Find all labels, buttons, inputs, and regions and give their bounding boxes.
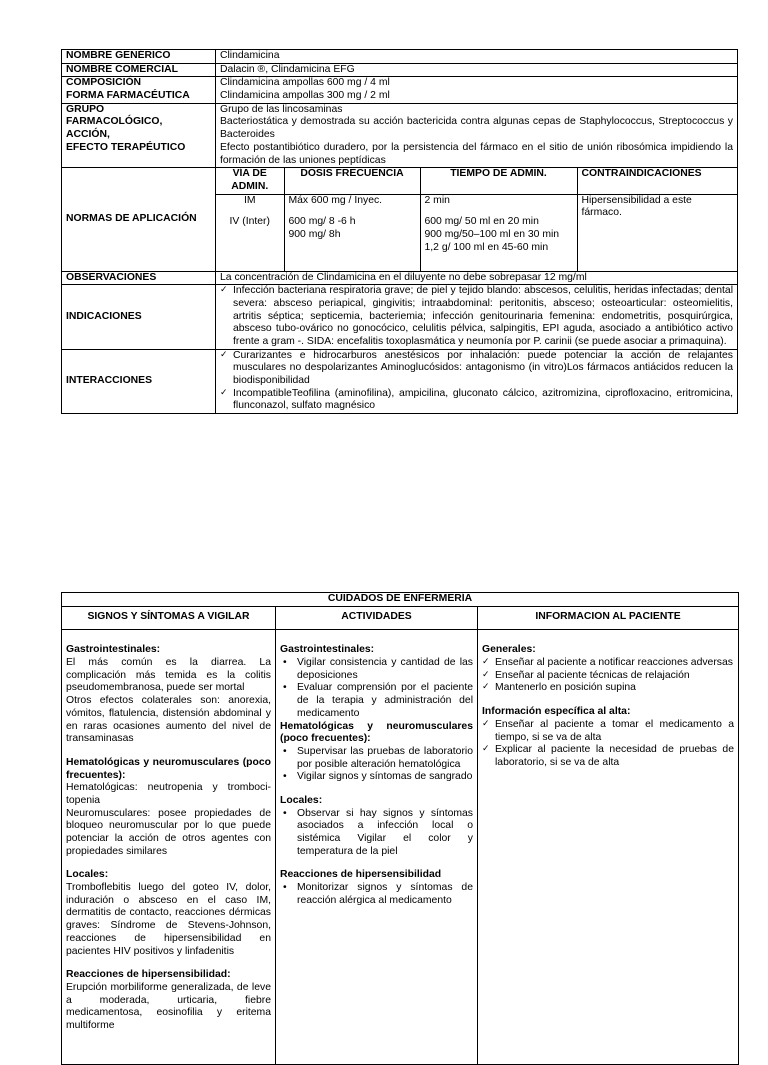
section-title: Locales: — [280, 794, 323, 806]
informacion-list — [482, 657, 734, 695]
tiempo-im: 2 min — [424, 194, 450, 206]
value-nombre-comercial: Dalacin ®, Clindamicina EFG — [216, 63, 738, 77]
row-grupo — [62, 103, 738, 167]
section-text: Hematológicas: neutropenia y tromboci-topenia — [66, 782, 271, 806]
informacion-section-alta — [482, 706, 734, 769]
header-contra: CONTRAINDICACIONES — [577, 168, 738, 194]
normas-subtable — [216, 168, 738, 270]
value-composicion — [216, 77, 738, 103]
signos-section-locales — [66, 869, 271, 958]
row-indicaciones — [62, 285, 738, 349]
label-composicion-text: COMPOSICIÓN — [66, 77, 142, 89]
section-title: Reacciones de hipersensibilidad — [280, 869, 442, 881]
value-grupo — [216, 103, 738, 167]
tiempo-iv-3: 1,2 g/ 100 ml en 45-60 min — [424, 241, 549, 253]
row-observaciones — [62, 271, 738, 285]
label-nombre-generico: NOMBRE GENÉRICO — [62, 50, 216, 64]
section-title: Locales: — [66, 869, 109, 881]
section-title: Información específica al alta: — [482, 706, 631, 718]
actividad-item: • Evaluar comprensión por el paciente de la terapia y administración del medicamento — [280, 682, 473, 720]
signos-section-gastro — [66, 644, 271, 746]
label-nombre-comercial: NOMBRE COMERCIAL — [62, 63, 216, 77]
care-title: CUIDADOS DE ENFERMERÍA — [62, 593, 739, 607]
section-title: Generales: — [482, 644, 536, 656]
signos-column — [62, 630, 276, 1065]
label-observaciones: OBSERVACIONES — [62, 271, 216, 285]
value-composicion-text: Clindamicina ampollas 600 mg / 4 ml — [220, 77, 390, 89]
normas-cell — [216, 168, 738, 271]
actividades-list — [280, 882, 473, 907]
label-composicion — [62, 77, 216, 103]
value-observaciones: La concentración de Clindamicina en el diluyente no debe sobrepasar 12 mg/ml — [216, 271, 738, 285]
indicacion-item: ✓ Infección bacteriana respiratoria grave; de piel y tejido blando: abscesos, celulitis, heridas infectadas; dental severa: absceso periapical, gingivitis; intraabdominal: peritonitis, absceso; osteoarticular: osteomielitis, artritis séptica; septicemia, bacteriemia; infección genitourinaria femenina: endometritis, posquirúrgica, absceso tubo-ovárico no gonocócico, celulitis pélvica, salpingitis, EPI aguda, asociado a antibiótico activo frente a gram -. SIDA: encefalitis toxoplasmática y neumonía por P. carinii (se puede asociar a primaquina). — [220, 285, 733, 348]
section-title: Gastrointestinales: — [280, 644, 375, 656]
row-composicion — [62, 77, 738, 103]
tiempo-iv-2: 900 mg/50–100 ml en 30 min — [424, 228, 560, 240]
dosis-im: Máx 600 mg / Inyec. — [288, 194, 383, 206]
via-cell — [216, 194, 284, 271]
value-indicaciones — [216, 285, 738, 349]
grupo-line: Grupo de las lincosaminas — [220, 103, 343, 115]
section-text: El más común es la diarrea. La complicación más temida es la colitis pseudomembranosa, puede ser mortal — [66, 657, 271, 694]
informacion-item: ✓ Mantenerlo en posición supina — [482, 682, 734, 695]
section-title: Reacciones de hipersensibilidad: — [66, 969, 231, 981]
normas-header-row — [216, 168, 738, 194]
indicaciones-list — [220, 285, 733, 348]
value-forma-text: Clindamicina ampollas 300 mg / 2 ml — [220, 90, 390, 102]
section-title: Hematológicas y neuromusculares (poco frecuentes): — [66, 756, 271, 781]
actividad-item: • Observar si hay signos y síntomas asociados a infección local o sistémica Vigilar el color y temperatura de la piel — [280, 808, 473, 859]
dosis-cell — [284, 194, 420, 271]
actividad-item: • Vigilar consistencia y cantidad de las deposiciones — [280, 657, 473, 682]
header-dosis: DOSIS FRECUENCIA — [284, 168, 420, 194]
informacion-item: ✓ Enseñar al paciente a tomar el medicamento a tiempo, si se va de alta — [482, 719, 734, 744]
normas-body-row — [216, 194, 738, 271]
label-interacciones: INTERACCIONES — [62, 349, 216, 413]
actividad-item: • Vigilar signos y síntomas de sangrado — [280, 771, 473, 784]
actividades-section-locales — [280, 795, 473, 858]
via-im: IM — [243, 194, 256, 206]
informacion-item: ✓ Explicar al paciente la necesidad de pruebas de laboratorio, si se va de alta — [482, 744, 734, 769]
grupo-line: Bacteriostática y demostrada su acción bactericida contra algunas cepas de Staphylococcus, Streptococcus y Bacteroides — [220, 116, 733, 141]
actividades-section-gastro — [280, 644, 473, 720]
signos-section-hemato — [66, 757, 271, 859]
row-interacciones — [62, 349, 738, 413]
care-body-row — [62, 630, 739, 1065]
via-iv: IV (Inter) — [229, 216, 270, 228]
section-text: Erupción morbiliforme generalizada, de leve a moderada, urticaria, fiebre medicamentosa, eosinofilia y eritema multiforme — [66, 981, 271, 1031]
care-header-row — [62, 606, 739, 630]
tiempo-cell — [420, 194, 577, 271]
actividades-section-hiper — [280, 869, 473, 907]
section-title: Gastrointestinales: — [66, 644, 161, 656]
header-informacion: INFORMACION AL PACIENTE — [478, 606, 739, 630]
value-nombre-generico: Clindamicina — [216, 50, 738, 64]
actividades-list — [280, 808, 473, 859]
dosis-iv-2: 900 mg/ 8h — [288, 228, 341, 240]
header-actividades: ACTIVIDADES — [276, 606, 478, 630]
section-text: Tromboflebitis luego del goteo IV, dolor, induración o absceso en el caso IM, dermatitis de contacto, reacciones dérmicas graves: Síndrome de Stevens-Johnson, reacciones de hipersensibilidad en pacientes HIV positivos y linfadenitis — [66, 882, 271, 957]
informacion-item: ✓ Enseñar al paciente técnicas de relajación — [482, 670, 734, 683]
interacciones-list — [220, 350, 733, 413]
drug-info-table — [61, 49, 738, 414]
header-tiempo: TIEMPO DE ADMIN. — [420, 168, 577, 194]
informacion-column — [478, 630, 739, 1065]
informacion-section-generales — [482, 644, 734, 695]
grupo-line: Efecto postantibiótico duradero, por la persistencia del fármaco en el sitio de unión ribosómica impidiendo la formación de las uniones peptídicas — [220, 141, 733, 166]
label-grupo-line: ACCIÓN, — [66, 129, 110, 141]
label-grupo-line: GRUPO — [66, 103, 105, 115]
actividades-list — [280, 657, 473, 720]
nursing-care-table — [61, 592, 739, 1065]
actividad-item: • Monitorizar signos y síntomas de reacción alérgica al medicamento — [280, 882, 473, 907]
row-nombre-comercial — [62, 63, 738, 77]
label-grupo — [62, 103, 216, 167]
actividades-column — [276, 630, 478, 1065]
signos-section-hiper — [66, 969, 271, 1032]
interaccion-item: ✓ Curarizantes e hidrocarburos anestésicos por inhalación: puede potenciar la acción de relajantes musculares no despolarizantes Aminoglucósidos: antagonismo (in vitro)Los fármacos antiácidos reducen la biodisponibilidad — [220, 350, 733, 388]
dosis-iv-1: 600 mg/ 8 -6 h — [288, 216, 356, 228]
section-title: Hematológicas y neuromusculares (poco frecuentes): — [280, 720, 473, 745]
interaccion-item: ✓ IncompatibleTeofilina (aminofilina), ampicilina, gluconato cálcico, azitromizina, ciprofloxacino, eritromicina, flunconazol, sulfato magnésico — [220, 388, 733, 413]
section-text: Neuromusculares: posee propiedades de bloqueo neuromuscular por lo que puede potenciar la acción de otros agentes con propiedades similares — [66, 807, 271, 857]
care-title-row — [62, 593, 739, 607]
actividad-item: • Supervisar las pruebas de laboratorio por posible alteración hematológica — [280, 746, 473, 771]
label-grupo-line: EFECTO TERAPÉUTICO — [66, 141, 186, 153]
row-nombre-generico — [62, 50, 738, 64]
header-signos: SIGNOS Y SÍNTOMAS A VIGILAR — [62, 606, 276, 630]
header-via: VÍA DE ADMIN. — [216, 168, 284, 194]
actividades-section-hemato — [280, 721, 473, 784]
informacion-list — [482, 719, 734, 770]
label-indicaciones: INDICACIONES — [62, 285, 216, 349]
informacion-item: ✓ Enseñar al paciente a notificar reacciones adversas — [482, 657, 734, 670]
section-text: Otros efectos colaterales son: anorexia, vómitos, flatulencia, distensión abdominal y en raras ocasiones aumento del nivel de transaminasas — [66, 695, 271, 745]
actividades-list — [280, 746, 473, 784]
contra-cell: Hipersensibilidad a este fármaco. — [577, 194, 738, 271]
label-forma-text: FORMA FARMACÉUTICA — [66, 90, 190, 102]
value-interacciones — [216, 349, 738, 413]
label-grupo-line: FARMACOLÓGICO, — [66, 116, 163, 128]
row-normas — [62, 168, 738, 271]
tiempo-iv-1: 600 mg/ 50 ml en 20 min — [424, 216, 539, 228]
label-normas: NORMAS DE APLICACIÓN — [62, 168, 216, 271]
